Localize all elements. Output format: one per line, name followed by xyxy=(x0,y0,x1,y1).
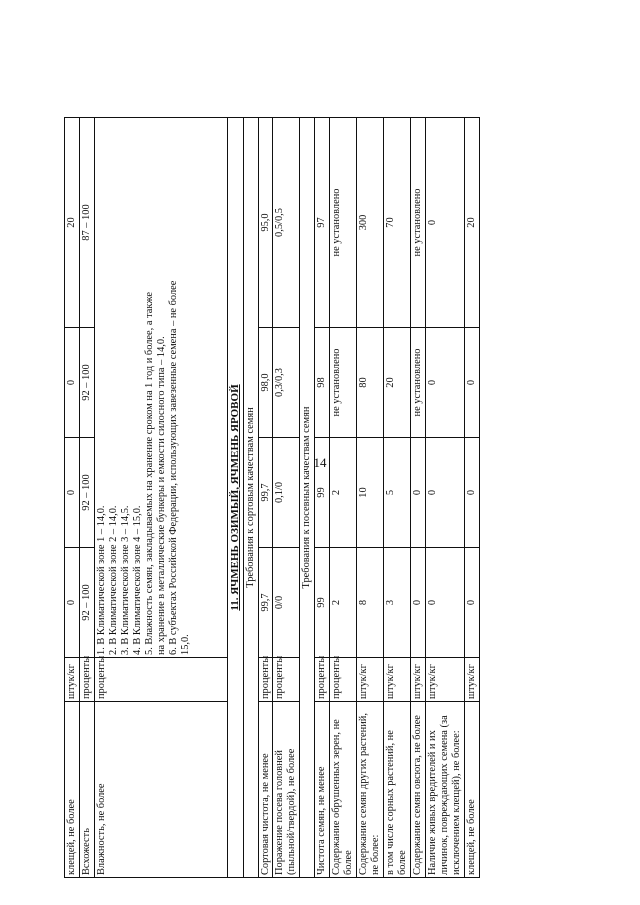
row-name: Сортовая чистота, не менее xyxy=(258,702,273,878)
row-name: Всхожесть xyxy=(79,702,94,878)
value-cell: 0 xyxy=(410,548,425,658)
value-cell: 0/0 xyxy=(273,548,300,658)
seed-quality-table xyxy=(64,117,480,878)
value-cell: 0 xyxy=(464,438,479,548)
value-cell: 98 xyxy=(315,328,330,438)
table-row xyxy=(425,118,464,878)
note-line: 2. В Климатической зоне 2 – 14,0. xyxy=(107,505,119,655)
row-unit: штук/кг xyxy=(357,658,384,702)
note-line: 5. Влажность семян, закладываемых на хранение сроком на 1 год и более, а также xyxy=(143,291,155,655)
value-cell: 98,0 xyxy=(258,328,273,438)
value-cell: 95,0 xyxy=(258,118,273,328)
value-cell: 0 xyxy=(425,438,464,548)
value-cell: 0,3/0,3 xyxy=(273,328,300,438)
value-cell: 20 xyxy=(65,118,80,328)
table-row xyxy=(65,118,80,878)
value-cell: 10 xyxy=(357,438,384,548)
value-cell: 99 xyxy=(315,438,330,548)
row-unit: проценты xyxy=(258,658,273,702)
value-cell: 8 xyxy=(357,548,384,658)
row-name: клещей, не более xyxy=(65,702,80,878)
note-line: 3. В Климатической зоне 3 – 14,5. xyxy=(119,505,131,655)
value-cell: 20 xyxy=(464,118,479,328)
note-line: 1. В Климатической зоне 1 – 14,0. xyxy=(95,505,107,655)
value-cell: 0 xyxy=(65,438,80,548)
row-unit: штук/кг xyxy=(464,658,479,702)
sort-header-row xyxy=(243,118,258,878)
value-cell: 2 xyxy=(330,548,357,658)
table-row xyxy=(357,118,384,878)
row-unit: проценты xyxy=(79,658,94,702)
row-name: Влажность, не более xyxy=(94,702,227,878)
note-line: 6. В субъектах Российской Федерации, использующих завезенные семена – не более xyxy=(167,280,179,655)
value-cell: 0 xyxy=(464,548,479,658)
row-name: Наличие живых вредителей и их личинок, повреждающих семена (за исключением клещей), не более: xyxy=(425,702,464,878)
rotated-table-container xyxy=(64,118,477,878)
value-cell: 99,7 xyxy=(258,438,273,548)
value-cell: 2 xyxy=(330,438,357,548)
value-cell: 0 xyxy=(65,548,80,658)
value-cell: не установлено xyxy=(330,328,357,438)
table-row xyxy=(410,118,425,878)
table-row xyxy=(464,118,479,878)
note-line: на хранение в металлические бункеры и емкости силосного типа – 14,0. xyxy=(155,336,167,655)
row-name: Содержание обрушенных зерен, не более xyxy=(330,702,357,878)
row-unit: штук/кг xyxy=(410,658,425,702)
table-row xyxy=(79,118,94,878)
value-cell: не установлено xyxy=(410,328,425,438)
value-cell: 0 xyxy=(425,328,464,438)
row-unit: штук/кг xyxy=(425,658,464,702)
page-number: 14 xyxy=(313,455,327,470)
table-row xyxy=(273,118,300,878)
table-row xyxy=(315,118,330,878)
note-line: 4. В Климатической зоне 4 – 15,0. xyxy=(131,505,143,655)
row-unit: проценты xyxy=(94,658,227,702)
row-unit: проценты xyxy=(273,658,300,702)
sow-header: Требования к посевным качествам семян xyxy=(300,118,315,878)
note-line: 15,0. xyxy=(179,634,191,655)
value-cell: 92 – 100 xyxy=(79,548,94,658)
section-title: 11. ЯЧМЕНЬ ОЗИМЫЙ, ЯЧМЕНЬ ЯРОВОЙ xyxy=(227,118,243,878)
table-row xyxy=(384,118,411,878)
sort-header: Требования к сортовым качествам семян xyxy=(243,118,258,878)
value-cell: не установлено xyxy=(330,118,357,328)
value-cell: 300 xyxy=(357,118,384,328)
humidity-notes xyxy=(94,118,227,658)
value-cell: 92 – 100 xyxy=(79,438,94,548)
section-title-row xyxy=(227,118,243,878)
value-cell: не установлено xyxy=(410,118,425,328)
row-unit: проценты xyxy=(330,658,357,702)
value-cell: 80 xyxy=(357,328,384,438)
table-row xyxy=(258,118,273,878)
value-cell: 97 xyxy=(315,118,330,328)
value-cell: 0 xyxy=(410,438,425,548)
value-cell: 0,5/0,5 xyxy=(273,118,300,328)
row-unit: штук/кг xyxy=(65,658,80,702)
row-name: Чистота семян, не менее xyxy=(315,702,330,878)
row-name: Содержание семян овсюга, не более xyxy=(410,702,425,878)
row-name: Содержание семян других растений, не более: xyxy=(357,702,384,878)
sow-header-row xyxy=(300,118,315,878)
value-cell: 0 xyxy=(425,548,464,658)
row-name: в том числе сорных растений, не более xyxy=(384,702,411,878)
value-cell: 99 xyxy=(315,548,330,658)
row-unit: проценты xyxy=(315,658,330,702)
value-cell: 70 xyxy=(384,118,411,328)
value-cell: 20 xyxy=(384,328,411,438)
row-name: клещей, не более xyxy=(464,702,479,878)
value-cell: 3 xyxy=(384,548,411,658)
value-cell: 92 – 100 xyxy=(79,328,94,438)
value-cell: 99,7 xyxy=(258,548,273,658)
humidity-row xyxy=(94,118,227,878)
value-cell: 0 xyxy=(425,118,464,328)
value-cell: 0 xyxy=(65,328,80,438)
table-row xyxy=(330,118,357,878)
row-unit: штук/кг xyxy=(384,658,411,702)
value-cell: 87 – 100 xyxy=(79,118,94,328)
row-name: Поражение посева головней (пыльной/твердой), не более xyxy=(273,702,300,878)
value-cell: 0,1/0 xyxy=(273,438,300,548)
value-cell: 0 xyxy=(464,328,479,438)
value-cell: 5 xyxy=(384,438,411,548)
